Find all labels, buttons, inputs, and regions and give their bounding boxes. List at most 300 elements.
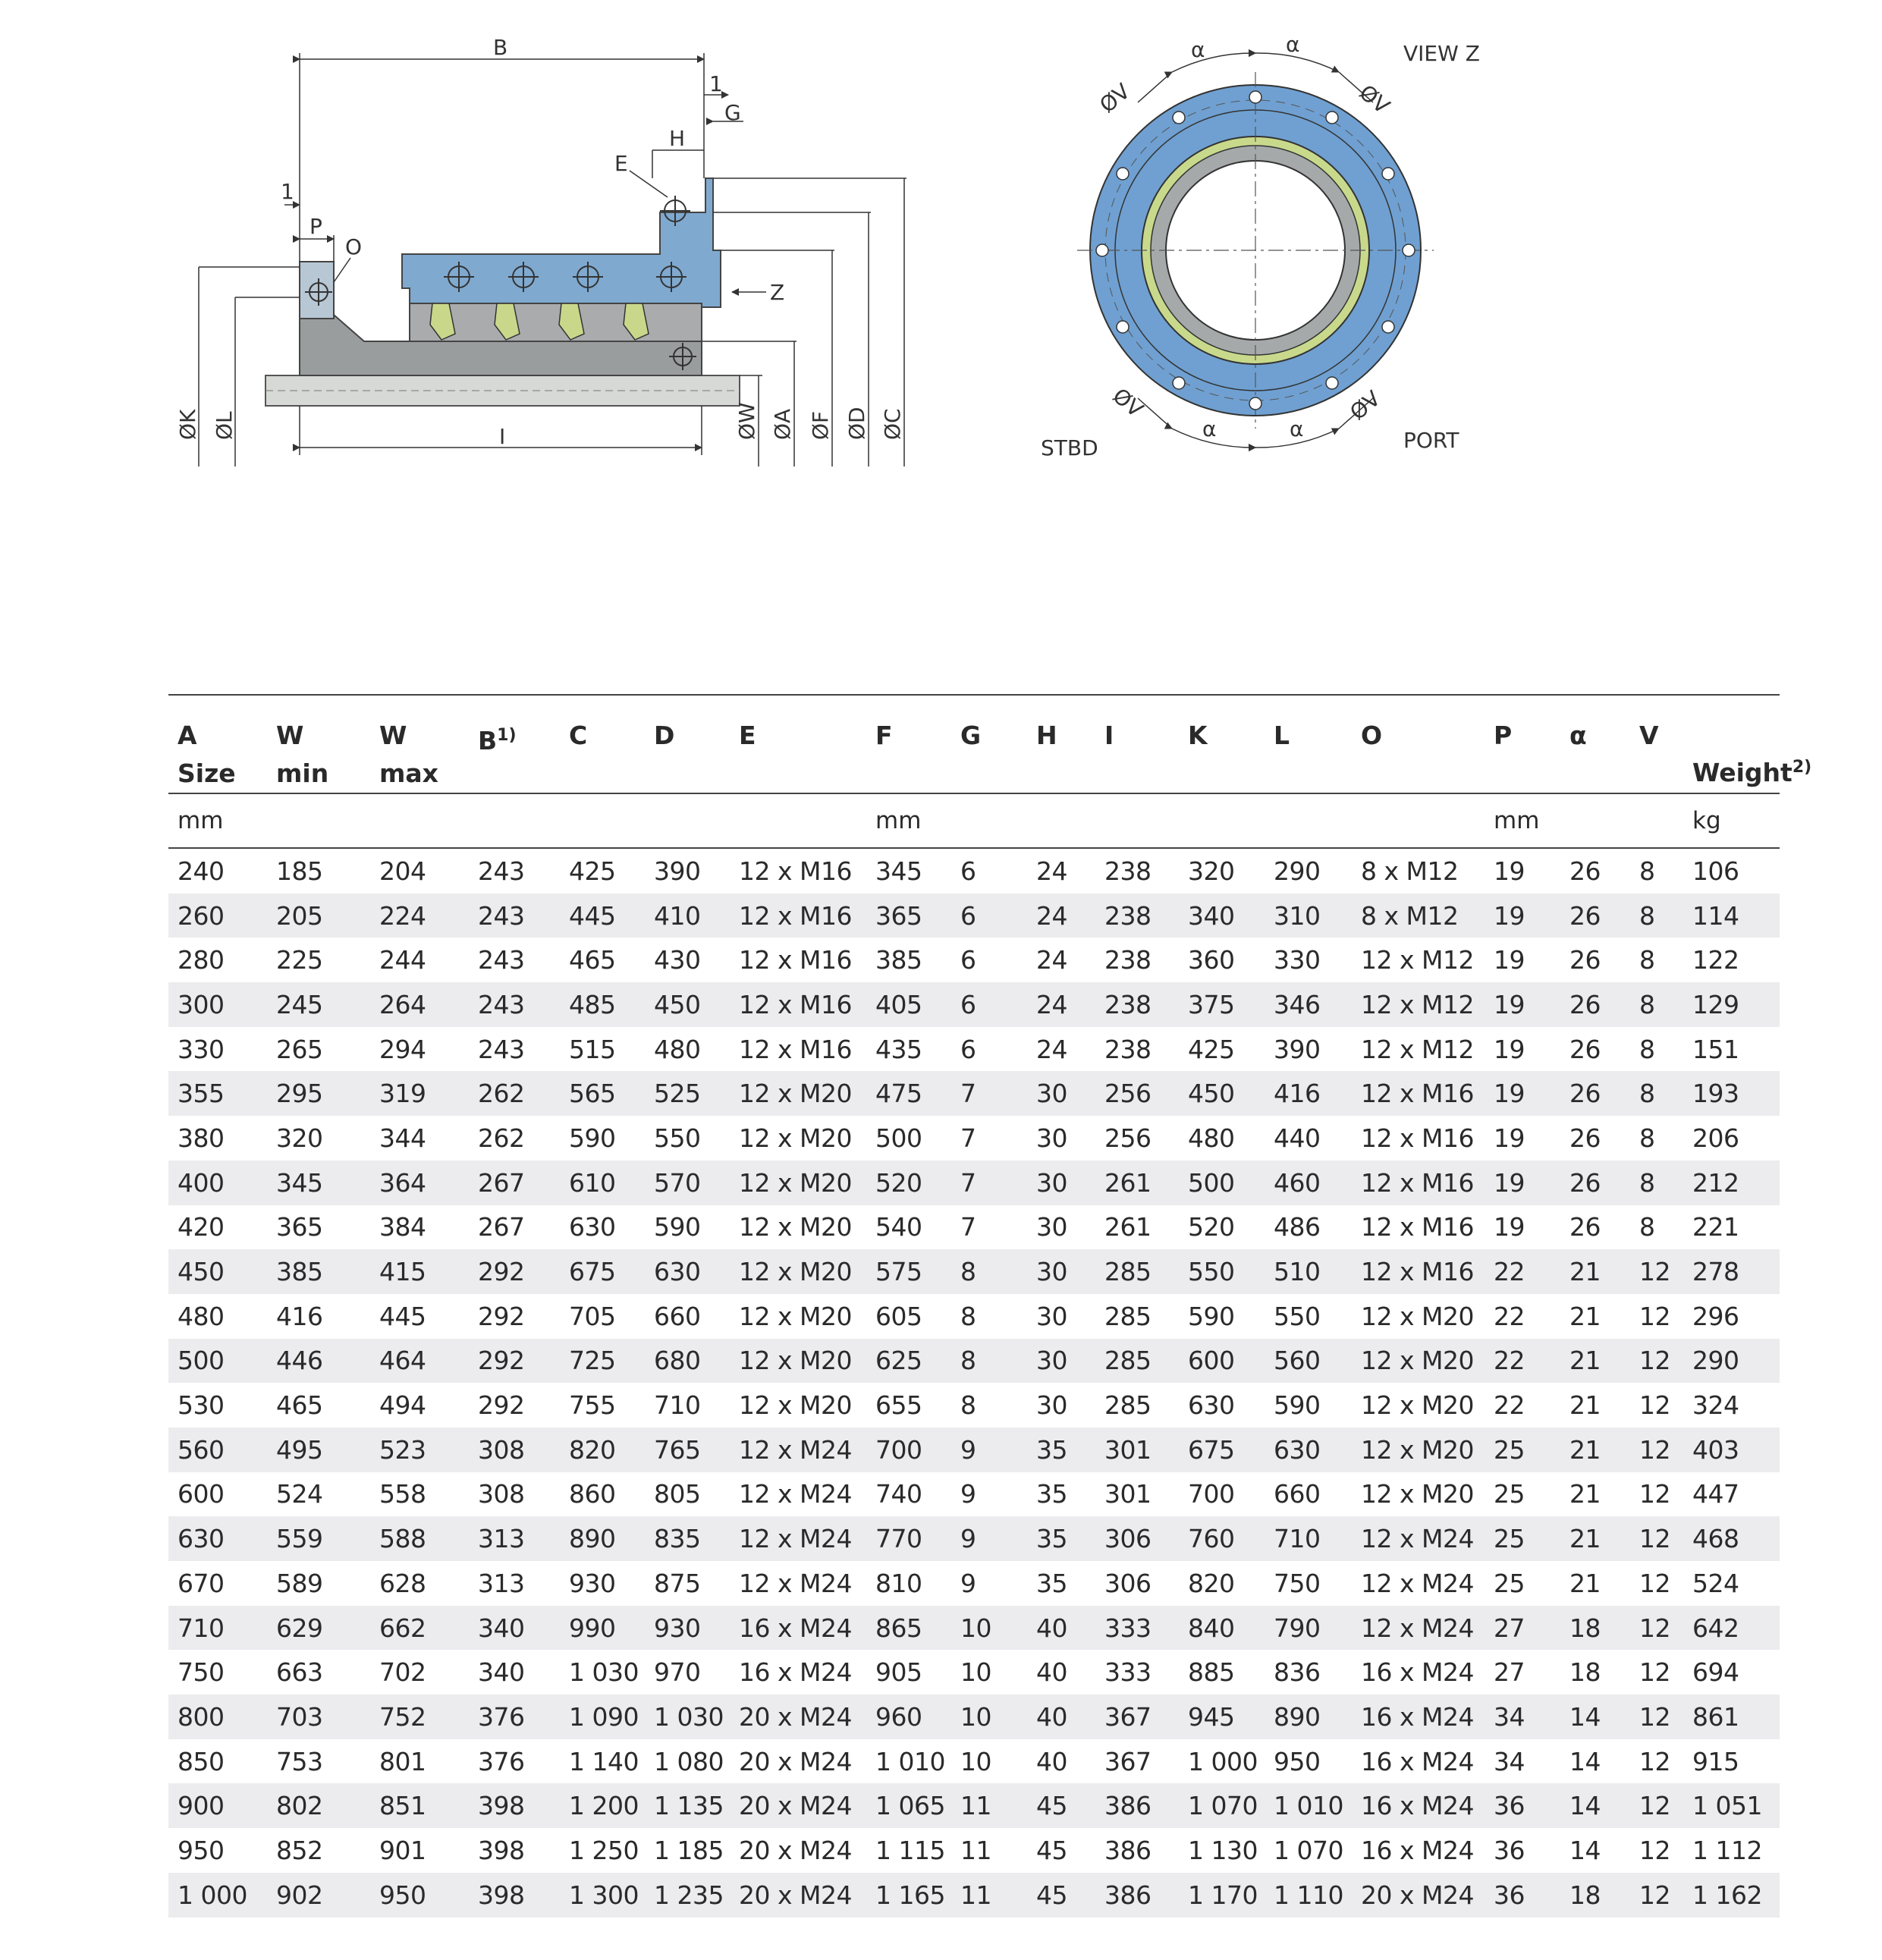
column-header-label: O xyxy=(1361,721,1383,750)
table-cell: 308 xyxy=(469,1472,560,1517)
table-cell: 285 xyxy=(1095,1249,1179,1294)
table-cell: 35 xyxy=(1027,1428,1095,1472)
table-cell: 398 xyxy=(469,1828,560,1873)
table-body xyxy=(168,848,1780,1918)
table-cell: 245 xyxy=(267,982,370,1027)
table-cell: 630 xyxy=(1265,1428,1352,1472)
end-view-drawing xyxy=(1041,32,1480,460)
table-cell: 346 xyxy=(1265,982,1352,1027)
table-cell: 380 xyxy=(168,1116,267,1161)
table-cell: 292 xyxy=(469,1339,560,1384)
table-cell: 292 xyxy=(469,1294,560,1339)
column-header-label: V xyxy=(1639,721,1659,750)
dim-label-1-left: 1 xyxy=(281,179,294,204)
table-cell: 660 xyxy=(1265,1472,1352,1517)
table-cell: 129 xyxy=(1683,982,1780,1027)
unit-mm-right: mm xyxy=(1485,793,1683,848)
table-cell: 6 xyxy=(951,982,1027,1027)
table-cell: 475 xyxy=(866,1071,951,1116)
table-cell: 364 xyxy=(370,1161,469,1205)
table-row xyxy=(168,1294,1780,1339)
table-cell: 256 xyxy=(1095,1071,1179,1116)
table-cell: 40 xyxy=(1027,1695,1095,1739)
table-row xyxy=(168,1606,1780,1651)
table-cell: 35 xyxy=(1027,1561,1095,1606)
table-cell: 802 xyxy=(267,1783,370,1828)
table-cell: 12 x M20 xyxy=(730,1339,866,1384)
table-cell: 386 xyxy=(1095,1828,1179,1873)
table-cell: 1 165 xyxy=(866,1873,951,1918)
table-cell: 345 xyxy=(866,848,951,894)
table-cell: 1 000 xyxy=(1179,1739,1265,1784)
table-cell: 384 xyxy=(370,1205,469,1250)
side-section-drawing xyxy=(175,35,906,466)
table-cell: 45 xyxy=(1027,1873,1095,1918)
table-row xyxy=(168,1828,1780,1873)
table-cell: 10 xyxy=(951,1606,1027,1651)
table-cell: 12 x M20 xyxy=(730,1205,866,1250)
table-cell: 367 xyxy=(1095,1695,1179,1739)
table-row xyxy=(168,1783,1780,1828)
table-cell: 440 xyxy=(1265,1116,1352,1161)
table-cell: 1 115 xyxy=(866,1828,951,1873)
table-cell: 285 xyxy=(1095,1383,1179,1428)
table-cell: 820 xyxy=(560,1428,645,1472)
table-cell: 340 xyxy=(469,1650,560,1695)
unit-mm-left: mm xyxy=(168,793,866,848)
column-header-label: K xyxy=(1188,721,1208,750)
table-cell: 16 x M24 xyxy=(1352,1650,1485,1695)
table-cell: 238 xyxy=(1095,848,1179,894)
table-cell: 405 xyxy=(866,982,951,1027)
column-header xyxy=(469,695,560,793)
table-cell: 320 xyxy=(1179,848,1265,894)
table-cell: 12 x M24 xyxy=(730,1428,866,1472)
unit-kg: kg xyxy=(1683,793,1780,848)
table-row xyxy=(168,848,1780,894)
table-cell: 36 xyxy=(1485,1873,1560,1918)
table-cell: 19 xyxy=(1485,1116,1560,1161)
table-units-row xyxy=(168,793,1780,848)
column-header xyxy=(1179,695,1265,793)
table-cell: 1 010 xyxy=(1265,1783,1352,1828)
table-cell: 6 xyxy=(951,848,1027,894)
table-cell: 35 xyxy=(1027,1472,1095,1517)
table-cell: 655 xyxy=(866,1383,951,1428)
table-cell: 22 xyxy=(1485,1383,1560,1428)
table-cell: 885 xyxy=(1179,1650,1265,1695)
table-cell: 26 xyxy=(1560,1205,1630,1250)
table-cell: 12 x M24 xyxy=(1352,1561,1485,1606)
table-cell: 306 xyxy=(1095,1561,1179,1606)
table-cell: 365 xyxy=(267,1205,370,1250)
column-header xyxy=(1683,695,1812,793)
table-cell: 12 x M16 xyxy=(730,848,866,894)
table-cell: 403 xyxy=(1683,1428,1780,1472)
table-cell: 19 xyxy=(1485,938,1560,982)
table-cell: 840 xyxy=(1179,1606,1265,1651)
table-cell: 308 xyxy=(469,1428,560,1472)
table-cell: 310 xyxy=(1265,894,1352,938)
table-cell: 14 xyxy=(1560,1695,1630,1739)
table-cell: 24 xyxy=(1027,848,1095,894)
table-cell: 19 xyxy=(1485,1027,1560,1072)
table-cell: 12 xyxy=(1630,1249,1683,1294)
table-cell: 12 x M20 xyxy=(1352,1383,1485,1428)
table-cell: 1 135 xyxy=(645,1783,730,1828)
table-cell: 801 xyxy=(370,1739,469,1784)
table-cell: 510 xyxy=(1265,1249,1352,1294)
table-cell: 663 xyxy=(267,1650,370,1695)
dim-label-k: ØK xyxy=(175,409,200,440)
column-header-label: E xyxy=(739,721,756,750)
column-header xyxy=(645,695,730,793)
table-cell: 575 xyxy=(866,1249,951,1294)
table-cell: 19 xyxy=(1485,1161,1560,1205)
table-cell: 19 xyxy=(1485,1071,1560,1116)
table-cell: 1 250 xyxy=(560,1828,645,1873)
table-cell: 805 xyxy=(645,1472,730,1517)
table-cell: 360 xyxy=(1179,938,1265,982)
table-cell: 12 x M24 xyxy=(730,1516,866,1561)
table-cell: 20 x M24 xyxy=(730,1873,866,1918)
table-cell: 515 xyxy=(560,1027,645,1072)
table-cell: 398 xyxy=(469,1873,560,1918)
column-header-label: C xyxy=(569,721,588,750)
table-cell: 524 xyxy=(267,1472,370,1517)
table-cell: 680 xyxy=(645,1339,730,1384)
column-header xyxy=(1095,695,1179,793)
table-cell: 26 xyxy=(1560,938,1630,982)
table-cell: 30 xyxy=(1027,1161,1095,1205)
table-cell: 8 xyxy=(1630,1116,1683,1161)
dim-label-1-top: 1 xyxy=(709,71,723,96)
dim-label-w: ØW xyxy=(734,402,759,440)
table-cell: 290 xyxy=(1265,848,1352,894)
table-cell: 243 xyxy=(469,1027,560,1072)
table-cell: 700 xyxy=(1179,1472,1265,1517)
table-cell: 1 030 xyxy=(560,1650,645,1695)
table-cell: 30 xyxy=(1027,1383,1095,1428)
table-cell: 8 xyxy=(951,1249,1027,1294)
column-header-label: Weight xyxy=(1692,758,1792,787)
table-cell: 12 xyxy=(1630,1472,1683,1517)
dim-label-f: ØF xyxy=(808,410,833,440)
table-cell: 16 x M24 xyxy=(730,1650,866,1695)
column-header-label: F xyxy=(875,721,893,750)
table-cell: 243 xyxy=(469,938,560,982)
table-cell: 1 080 xyxy=(645,1739,730,1784)
table-cell: 26 xyxy=(1560,894,1630,938)
table-cell: 333 xyxy=(1095,1650,1179,1695)
diameter-v-label-bottom-right: ØV xyxy=(1345,385,1386,426)
table-cell: 30 xyxy=(1027,1339,1095,1384)
table-cell: 836 xyxy=(1265,1650,1352,1695)
table-cell: 1 235 xyxy=(645,1873,730,1918)
table-cell: 642 xyxy=(1683,1606,1780,1651)
table-cell: 10 xyxy=(951,1650,1027,1695)
table-cell: 36 xyxy=(1485,1828,1560,1873)
table-cell: 12 xyxy=(1630,1339,1683,1384)
table-cell: 114 xyxy=(1683,894,1780,938)
table-cell: 19 xyxy=(1485,982,1560,1027)
dim-label-o: O xyxy=(345,234,363,259)
table-cell: 292 xyxy=(469,1383,560,1428)
column-header xyxy=(1560,695,1630,793)
table-row xyxy=(168,1873,1780,1918)
table-cell: 500 xyxy=(168,1339,267,1384)
table-cell: 560 xyxy=(1265,1339,1352,1384)
dim-label-d: ØD xyxy=(844,407,869,440)
column-header-label: L xyxy=(1274,721,1290,750)
table-cell: 600 xyxy=(168,1472,267,1517)
column-header xyxy=(730,695,866,793)
table-cell: 930 xyxy=(560,1561,645,1606)
table-cell: 446 xyxy=(267,1339,370,1384)
table-cell: 313 xyxy=(469,1516,560,1561)
table-cell: 26 xyxy=(1560,1161,1630,1205)
dim-label-l: ØL xyxy=(212,411,237,440)
table-cell: 27 xyxy=(1485,1650,1560,1695)
table-cell: 244 xyxy=(370,938,469,982)
table-cell: 26 xyxy=(1560,1027,1630,1072)
table-cell: 540 xyxy=(866,1205,951,1250)
table-cell: 25 xyxy=(1485,1516,1560,1561)
table-cell: 850 xyxy=(168,1739,267,1784)
table-cell: 261 xyxy=(1095,1161,1179,1205)
table-cell: 950 xyxy=(1265,1739,1352,1784)
table-cell: 7 xyxy=(951,1161,1027,1205)
table-cell: 12 x M16 xyxy=(1352,1205,1485,1250)
table-cell: 256 xyxy=(1095,1116,1179,1161)
table-cell: 930 xyxy=(645,1606,730,1651)
table-cell: 330 xyxy=(1265,938,1352,982)
table-cell: 340 xyxy=(469,1606,560,1651)
table-cell: 12 x M16 xyxy=(730,982,866,1027)
table-cell: 670 xyxy=(168,1561,267,1606)
table-cell: 262 xyxy=(469,1116,560,1161)
table-cell: 12 x M12 xyxy=(1352,1027,1485,1072)
table-cell: 890 xyxy=(560,1516,645,1561)
column-header-sublabel: min xyxy=(276,759,329,788)
table-cell: 480 xyxy=(168,1294,267,1339)
table-cell: 265 xyxy=(267,1027,370,1072)
column-header xyxy=(1352,695,1485,793)
table-cell: 225 xyxy=(267,938,370,982)
table-cell: 26 xyxy=(1560,982,1630,1027)
table-cell: 26 xyxy=(1560,848,1630,894)
table-row xyxy=(168,894,1780,938)
column-header xyxy=(267,695,370,793)
table-cell: 675 xyxy=(560,1249,645,1294)
table-cell: 21 xyxy=(1560,1383,1630,1428)
table-cell: 12 x M24 xyxy=(730,1472,866,1517)
table-cell: 800 xyxy=(168,1695,267,1739)
table-cell: 465 xyxy=(267,1383,370,1428)
table-cell: 376 xyxy=(469,1695,560,1739)
table-cell: 500 xyxy=(1179,1161,1265,1205)
table-cell: 24 xyxy=(1027,894,1095,938)
column-header-label: H xyxy=(1036,721,1057,750)
column-header xyxy=(560,695,645,793)
table-cell: 20 x M24 xyxy=(730,1695,866,1739)
table-cell: 267 xyxy=(469,1205,560,1250)
table-cell: 344 xyxy=(370,1116,469,1161)
dim-label-a: ØA xyxy=(770,408,795,440)
table-cell: 628 xyxy=(370,1561,469,1606)
table-cell: 8 xyxy=(1630,938,1683,982)
table-cell: 605 xyxy=(866,1294,951,1339)
table-cell: 285 xyxy=(1095,1294,1179,1339)
table-cell: 285 xyxy=(1095,1339,1179,1384)
table-cell: 410 xyxy=(645,894,730,938)
table-cell: 950 xyxy=(370,1873,469,1918)
table-cell: 495 xyxy=(267,1428,370,1472)
alpha-label-bottom-right: α xyxy=(1290,416,1304,441)
table-cell: 960 xyxy=(866,1695,951,1739)
table-cell: 19 xyxy=(1485,848,1560,894)
table-row xyxy=(168,1739,1780,1784)
table-cell: 560 xyxy=(168,1428,267,1472)
table-cell: 24 xyxy=(1027,1027,1095,1072)
table-cell: 26 xyxy=(1560,1116,1630,1161)
table-cell: 260 xyxy=(168,894,267,938)
table-cell: 12 xyxy=(1630,1739,1683,1784)
table-cell: 12 x M24 xyxy=(1352,1606,1485,1651)
table-cell: 12 x M24 xyxy=(1352,1516,1485,1561)
table-cell: 7 xyxy=(951,1116,1027,1161)
table-cell: 12 x M12 xyxy=(1352,938,1485,982)
table-cell: 703 xyxy=(267,1695,370,1739)
table-cell: 21 xyxy=(1560,1561,1630,1606)
table-cell: 12 xyxy=(1630,1294,1683,1339)
table-cell: 106 xyxy=(1683,848,1780,894)
table-cell: 590 xyxy=(645,1205,730,1250)
table-cell: 1 162 xyxy=(1683,1873,1780,1918)
table-cell: 12 x M16 xyxy=(730,938,866,982)
column-header-label: A xyxy=(178,721,197,750)
table-cell: 345 xyxy=(267,1161,370,1205)
stbd-label: STBD xyxy=(1041,435,1098,460)
table-cell: 494 xyxy=(370,1383,469,1428)
table-cell: 558 xyxy=(370,1472,469,1517)
table-cell: 12 x M20 xyxy=(730,1383,866,1428)
table-cell: 21 xyxy=(1560,1339,1630,1384)
table-cell: 333 xyxy=(1095,1606,1179,1651)
table-cell: 950 xyxy=(168,1828,267,1873)
table-cell: 902 xyxy=(267,1873,370,1918)
table-cell: 865 xyxy=(866,1606,951,1651)
table-cell: 398 xyxy=(469,1783,560,1828)
table-row xyxy=(168,1383,1780,1428)
table-cell: 1 070 xyxy=(1265,1828,1352,1873)
table-cell: 750 xyxy=(1265,1561,1352,1606)
table-cell: 324 xyxy=(1683,1383,1780,1428)
table-cell: 588 xyxy=(370,1516,469,1561)
port-label: PORT xyxy=(1403,428,1459,453)
table-cell: 530 xyxy=(168,1383,267,1428)
column-header-label: P xyxy=(1494,721,1513,750)
table-cell: 8 xyxy=(951,1294,1027,1339)
table-cell: 365 xyxy=(866,894,951,938)
table-cell: 710 xyxy=(645,1383,730,1428)
table-cell: 22 xyxy=(1485,1339,1560,1384)
table-row xyxy=(168,1071,1780,1116)
table-cell: 630 xyxy=(560,1205,645,1250)
table-cell: 16 x M24 xyxy=(730,1606,866,1651)
diameter-v-label-top-left: ØV xyxy=(1095,78,1136,118)
table-cell: 9 xyxy=(951,1472,1027,1517)
table-cell: 243 xyxy=(469,894,560,938)
table-row xyxy=(168,1695,1780,1739)
table-cell: 36 xyxy=(1485,1783,1560,1828)
table-cell: 1 170 xyxy=(1179,1873,1265,1918)
table-cell: 40 xyxy=(1027,1739,1095,1784)
table-cell: 416 xyxy=(1265,1071,1352,1116)
table-cell: 12 xyxy=(1630,1828,1683,1873)
table-cell: 752 xyxy=(370,1695,469,1739)
column-header xyxy=(1265,695,1352,793)
table-cell: 319 xyxy=(370,1071,469,1116)
table-cell: 21 xyxy=(1560,1428,1630,1472)
column-header-label: B xyxy=(478,726,498,755)
table-cell: 376 xyxy=(469,1739,560,1784)
table-cell: 35 xyxy=(1027,1516,1095,1561)
table-cell: 851 xyxy=(370,1783,469,1828)
table-cell: 420 xyxy=(168,1205,267,1250)
column-header xyxy=(1630,695,1683,793)
table-cell: 122 xyxy=(1683,938,1780,982)
table-cell: 12 xyxy=(1630,1383,1683,1428)
table-cell: 1 010 xyxy=(866,1739,951,1784)
table-cell: 660 xyxy=(645,1294,730,1339)
table-cell: 12 x M20 xyxy=(730,1294,866,1339)
table-cell: 14 xyxy=(1560,1783,1630,1828)
table-cell: 600 xyxy=(1179,1339,1265,1384)
table-cell: 25 xyxy=(1485,1472,1560,1517)
column-header-footnote: 1) xyxy=(497,726,517,745)
table-cell: 416 xyxy=(267,1294,370,1339)
table-header-row xyxy=(168,695,1780,793)
alpha-label-bottom-left: α xyxy=(1202,416,1217,441)
table-cell: 468 xyxy=(1683,1516,1780,1561)
table-cell: 12 x M16 xyxy=(1352,1071,1485,1116)
table-cell: 14 xyxy=(1560,1828,1630,1873)
table-cell: 30 xyxy=(1027,1071,1095,1116)
table-cell: 8 x M12 xyxy=(1352,848,1485,894)
table-cell: 465 xyxy=(560,938,645,982)
table-cell: 589 xyxy=(267,1561,370,1606)
table-cell: 753 xyxy=(267,1739,370,1784)
dim-label-b: B xyxy=(493,35,508,60)
diameter-v-label-top-right: ØV xyxy=(1354,80,1395,119)
table-cell: 464 xyxy=(370,1339,469,1384)
table-cell: 559 xyxy=(267,1516,370,1561)
table-cell: 45 xyxy=(1027,1783,1095,1828)
table-cell: 415 xyxy=(370,1249,469,1294)
table-cell: 861 xyxy=(1683,1695,1780,1739)
table-row xyxy=(168,1339,1780,1384)
table-cell: 313 xyxy=(469,1561,560,1606)
table-cell: 425 xyxy=(560,848,645,894)
table-cell: 278 xyxy=(1683,1249,1780,1294)
table-cell: 21 xyxy=(1560,1472,1630,1517)
table-cell: 8 x M12 xyxy=(1352,894,1485,938)
table-cell: 20 x M24 xyxy=(730,1739,866,1784)
table-cell: 10 xyxy=(951,1695,1027,1739)
table-cell: 9 xyxy=(951,1561,1027,1606)
table-cell: 905 xyxy=(866,1650,951,1695)
